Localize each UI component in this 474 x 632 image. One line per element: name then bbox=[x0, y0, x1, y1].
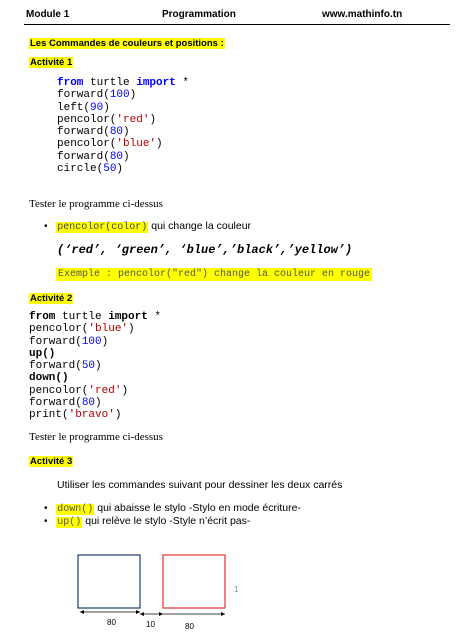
code-line: up() bbox=[29, 347, 56, 360]
code-text: ) bbox=[114, 409, 122, 422]
code-number: 50 bbox=[103, 163, 117, 176]
code-text: print( bbox=[29, 409, 69, 422]
code-line: down() bbox=[29, 372, 69, 385]
code-number: 100 bbox=[81, 335, 102, 348]
header-subject: Programmation bbox=[162, 9, 236, 20]
code-string: 'blue' bbox=[116, 138, 157, 151]
code-line bbox=[29, 336, 161, 348]
code-line bbox=[57, 126, 189, 138]
code-text: * bbox=[147, 311, 162, 323]
code-line bbox=[29, 323, 161, 335]
up-desc: qui relève le stylo -Style n’écrit pas- bbox=[82, 515, 251, 527]
label-gap: 10 bbox=[146, 620, 155, 629]
bullet-pencolor bbox=[44, 220, 251, 233]
header-divider bbox=[24, 24, 450, 25]
activity1-code bbox=[57, 77, 189, 175]
code-string: 'red' bbox=[88, 384, 122, 397]
test1-text: Tester le programme ci-dessus bbox=[29, 198, 163, 210]
code-text: forward( bbox=[29, 397, 82, 410]
right-square bbox=[163, 555, 225, 608]
kw-import: import bbox=[136, 77, 176, 89]
left-square bbox=[78, 555, 140, 608]
label-right: 80 bbox=[185, 622, 194, 631]
code-text: ) bbox=[149, 113, 157, 126]
code-text: ) bbox=[128, 323, 135, 336]
header-module: Module 1 bbox=[26, 9, 70, 20]
code-line bbox=[29, 397, 161, 409]
kw-from: from bbox=[57, 77, 84, 89]
code-number: 90 bbox=[90, 101, 104, 114]
code-line bbox=[57, 151, 189, 163]
bullet-up bbox=[44, 515, 250, 528]
example-line: Exemple : pencolor("red") change la couleur en rouge bbox=[58, 269, 371, 280]
code-number: 80 bbox=[81, 397, 96, 410]
code-text: ) bbox=[103, 101, 110, 114]
code-number: 100 bbox=[109, 89, 130, 102]
code-text: left( bbox=[57, 101, 91, 114]
code-text: ) bbox=[101, 335, 109, 348]
activity2-title: Activité 2 bbox=[30, 293, 73, 304]
section-title: Les Commandes de couleurs et positions : bbox=[30, 38, 224, 49]
code-line bbox=[57, 163, 189, 175]
bullet-dot-icon: • bbox=[44, 503, 48, 514]
code-line bbox=[29, 311, 161, 323]
code-text: forward( bbox=[29, 335, 82, 348]
down-cmd: down() bbox=[57, 504, 94, 515]
bullet-dot-icon: • bbox=[44, 221, 48, 232]
label-left: 80 bbox=[107, 618, 116, 627]
code-text: forward( bbox=[57, 126, 110, 139]
code-line bbox=[29, 385, 161, 397]
colors-line: (‘red’, ‘green’, ‘blue’,’black’,’yellow’) bbox=[57, 243, 353, 257]
code-text: circle( bbox=[57, 163, 104, 176]
code-text: ) bbox=[156, 138, 163, 151]
label-side: 1 bbox=[234, 585, 239, 594]
code-text: * bbox=[175, 77, 190, 89]
code-text: forward( bbox=[57, 150, 110, 163]
code-line bbox=[29, 360, 161, 372]
pencolor-desc: qui change la couleur bbox=[148, 220, 252, 232]
code-text: pencolor( bbox=[29, 384, 89, 397]
activity1-title: Activité 1 bbox=[30, 57, 73, 68]
kw-import: import bbox=[108, 311, 148, 323]
code-number: 80 bbox=[109, 126, 124, 139]
code-text: ) bbox=[95, 397, 102, 410]
bullet-down bbox=[44, 502, 301, 515]
code-line bbox=[57, 138, 189, 150]
code-string: 'red' bbox=[116, 113, 150, 126]
code-line bbox=[57, 77, 189, 89]
code-line bbox=[57, 114, 189, 126]
pencolor-cmd: pencolor(color) bbox=[57, 222, 148, 233]
code-text: pencolor( bbox=[57, 113, 117, 126]
code-text: turtle bbox=[55, 311, 109, 323]
header-site: www.mathinfo.tn bbox=[322, 9, 403, 20]
code-text: turtle bbox=[83, 77, 137, 89]
activity3-title: Activité 3 bbox=[30, 456, 73, 467]
code-text: forward( bbox=[57, 89, 110, 102]
test2-text: Tester le programme ci-dessus bbox=[29, 431, 163, 443]
code-text: ) bbox=[129, 89, 137, 102]
activity2-code bbox=[29, 311, 161, 422]
code-string: 'blue' bbox=[88, 323, 129, 336]
code-text: ) bbox=[116, 163, 124, 176]
code-text: ) bbox=[121, 384, 129, 397]
code-text: ) bbox=[123, 126, 130, 139]
code-line bbox=[57, 102, 189, 114]
code-text: ) bbox=[95, 360, 102, 373]
code-number: 80 bbox=[109, 150, 124, 163]
code-line bbox=[29, 409, 161, 421]
code-text: ) bbox=[123, 150, 130, 163]
kw-from: from bbox=[29, 311, 56, 323]
activity3-instruction: Utiliser les commandes suivant pour dessiner les deux carrés bbox=[57, 479, 343, 491]
code-text: pencolor( bbox=[29, 323, 89, 336]
code-number: 50 bbox=[81, 360, 96, 373]
code-text: pencolor( bbox=[57, 138, 117, 151]
bullet-dot-icon: • bbox=[44, 516, 48, 527]
down-desc: qui abaisse le stylo -Stylo en mode écriture- bbox=[94, 502, 301, 514]
dim-arrow-right-icon bbox=[221, 612, 225, 616]
up-cmd: up() bbox=[57, 517, 82, 528]
code-text: forward( bbox=[29, 360, 82, 373]
code-line bbox=[57, 89, 189, 101]
code-string: 'bravo' bbox=[68, 409, 115, 422]
squares-figure bbox=[0, 540, 474, 632]
